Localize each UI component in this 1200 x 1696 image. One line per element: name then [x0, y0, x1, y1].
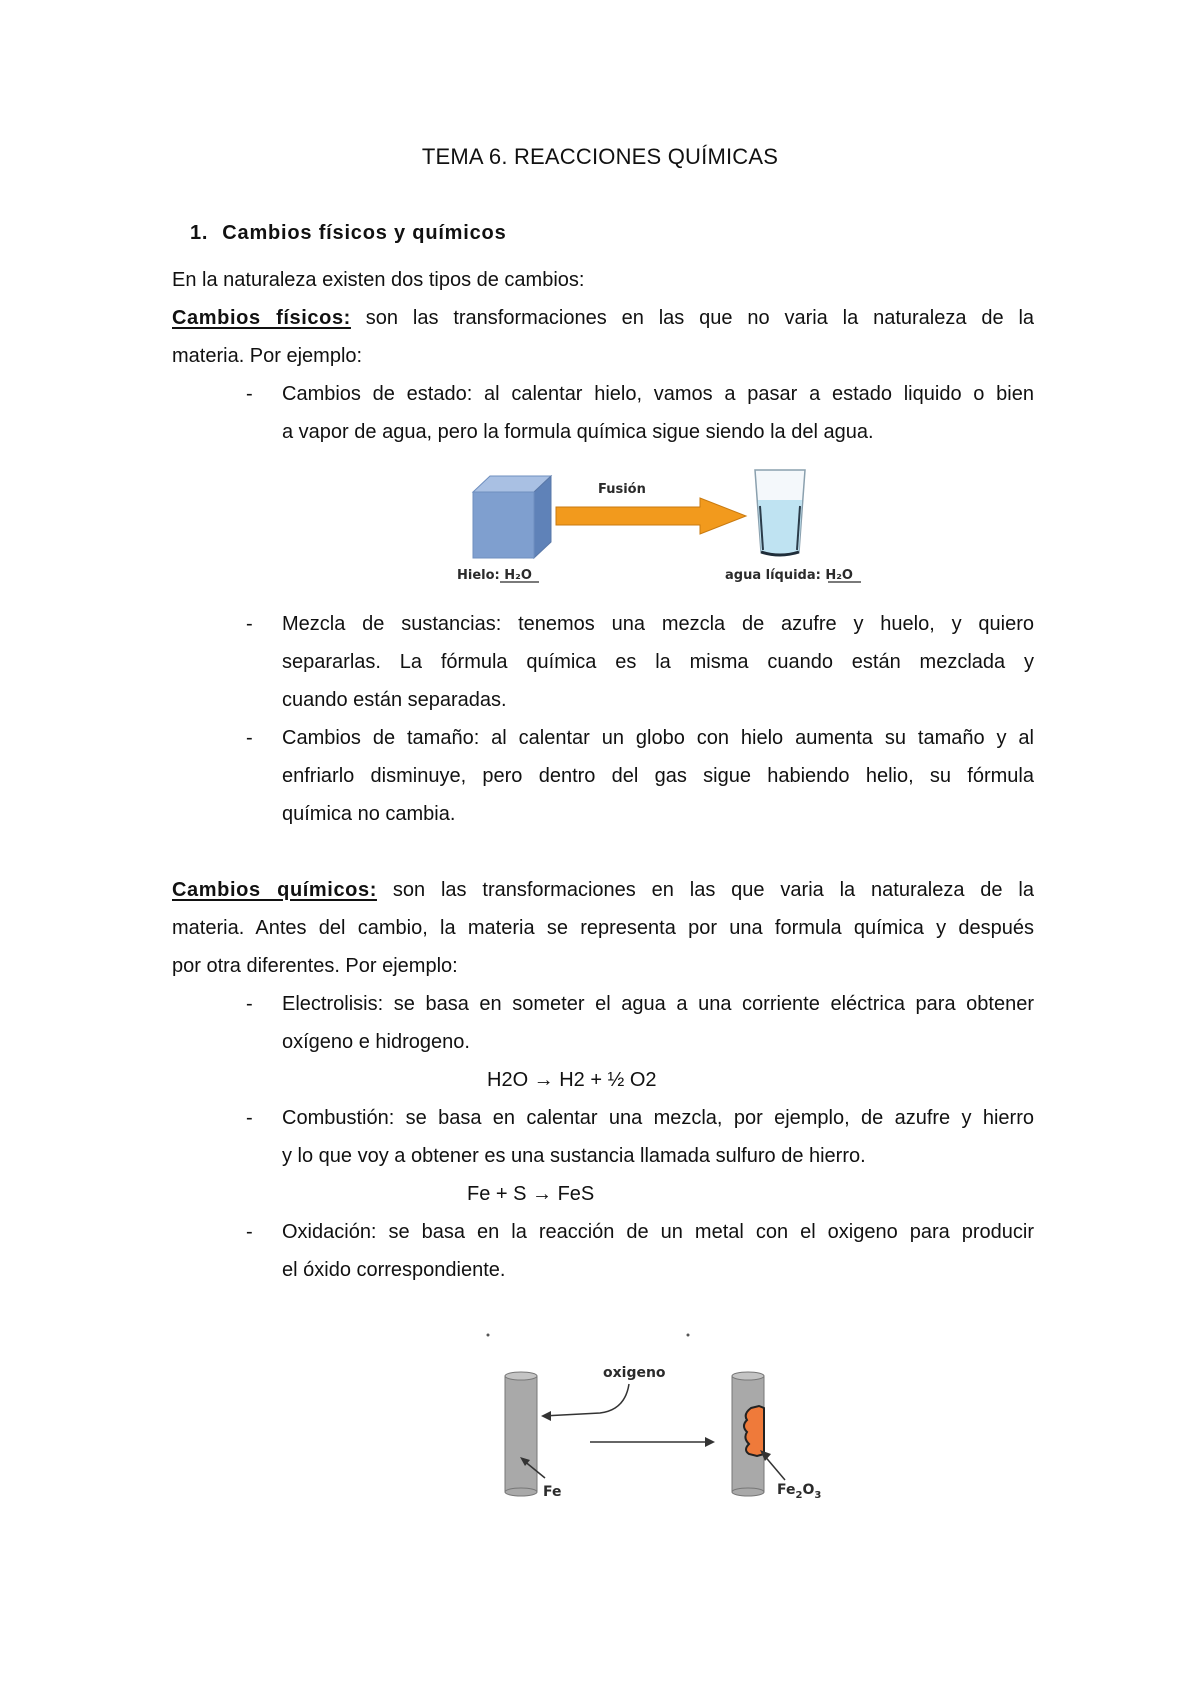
section-heading-text: Cambios físicos y químicos — [222, 222, 507, 244]
fe2o3-label-o: O — [802, 1482, 815, 1498]
bullet-dash: - — [246, 613, 253, 635]
stray-dot — [487, 1334, 490, 1337]
water-glass — [755, 470, 805, 555]
fe2o3-label-fe: Fe — [777, 1482, 796, 1498]
fe2o3-label-sub1: 2 — [795, 1490, 803, 1501]
list-item-line: a vapor de agua, pero la formula química sigue siendo la del agua. — [282, 421, 874, 443]
section-number: 1. — [190, 222, 209, 244]
fe2o3-label — [777, 1482, 821, 1501]
section-heading — [190, 222, 507, 245]
ice-label: Hielo: H₂O — [457, 568, 532, 583]
oxygen-curve-arrow — [543, 1384, 629, 1416]
fe-label: Fe — [543, 1484, 562, 1500]
chemical-definition-text: son las transformaciones en las que varia la naturaleza de la — [376, 879, 1034, 901]
oxidation-diagram — [485, 1330, 855, 1520]
bullet-dash: - — [246, 1107, 253, 1129]
list-item-line: Cambios de tamaño: al calentar un globo con hielo aumenta su tamaño y al — [282, 727, 1034, 749]
bullet-dash: - — [246, 383, 253, 405]
list-item-line: Cambios de estado: al calentar hielo, vamos a pasar a estado liquido o bien — [282, 383, 1034, 405]
electrolysis-equation: H2O → H2 + ½ O2 — [487, 1069, 657, 1091]
physical-term: Cambios físicos: — [172, 307, 351, 329]
intro-paragraph: En la naturaleza existen dos tipos de cambios: — [172, 269, 585, 291]
stray-dot — [687, 1334, 690, 1337]
list-item-line: Electrolisis: se basa en someter el agua a una corriente eléctrica para obtener — [282, 993, 1034, 1015]
bullet-dash: - — [246, 1221, 253, 1243]
iron-rod-right — [732, 1372, 764, 1496]
page-title: TEMA 6. REACCIONES QUÍMICAS — [421, 144, 779, 169]
fusion-diagram — [455, 462, 875, 586]
physical-definition-line2: materia. Por ejemplo: — [172, 345, 363, 367]
list-item-line: Combustión: se basa en calentar una mezcla, por ejemplo, de azufre y hierro — [282, 1107, 1034, 1129]
chemical-term: Cambios químicos: — [172, 879, 377, 901]
fe2o3-label-sub2: 3 — [814, 1490, 822, 1501]
fusion-arrow — [556, 498, 746, 534]
chemical-definition-line1 — [172, 871, 1034, 909]
chemical-definition-line3: por otra diferentes. Por ejemplo: — [172, 955, 458, 977]
physical-definition-line1 — [172, 299, 1034, 337]
list-item-line: Oxidación: se basa en la reacción de un metal con el oxigeno para producir — [282, 1221, 1034, 1243]
oxygen-arrowhead — [541, 1411, 551, 1421]
list-item-line: el óxido correspondiente. — [282, 1259, 506, 1281]
list-item-line: separarlas. La fórmula química es la misma cuando están mezclada y — [282, 651, 1034, 673]
rust-patch — [744, 1406, 764, 1456]
combustion-equation: Fe + S → FeS — [467, 1183, 595, 1205]
list-item-line: y lo que voy a obtener es una sustancia llamada sulfuro de hierro. — [282, 1145, 866, 1167]
list-item-line: cuando están separadas. — [282, 689, 507, 711]
iron-rod-left — [505, 1372, 537, 1496]
list-item-line: química no cambia. — [282, 803, 456, 825]
fusion-label: Fusión — [598, 482, 646, 497]
physical-definition-text: son las transformaciones en las que no varia la naturaleza de la — [350, 307, 1035, 329]
bullet-dash: - — [246, 993, 253, 1015]
liquid-water-label: agua líquida: H₂O — [725, 568, 853, 583]
bullet-dash: - — [246, 727, 253, 749]
ice-cube — [473, 476, 551, 558]
list-item-line: oxígeno e hidrogeno. — [282, 1031, 470, 1053]
chemical-definition-line2: materia. Antes del cambio, la materia se representa por una formula química y después — [172, 917, 1034, 939]
reaction-arrowhead — [705, 1437, 715, 1447]
list-item-line: enfriarlo disminuye, pero dentro del gas sigue habiendo helio, su fórmula — [282, 765, 1034, 787]
oxygen-label: oxigeno — [603, 1365, 666, 1381]
list-item-line: Mezcla de sustancias: tenemos una mezcla de azufre y huelo, y quiero — [282, 613, 1034, 635]
